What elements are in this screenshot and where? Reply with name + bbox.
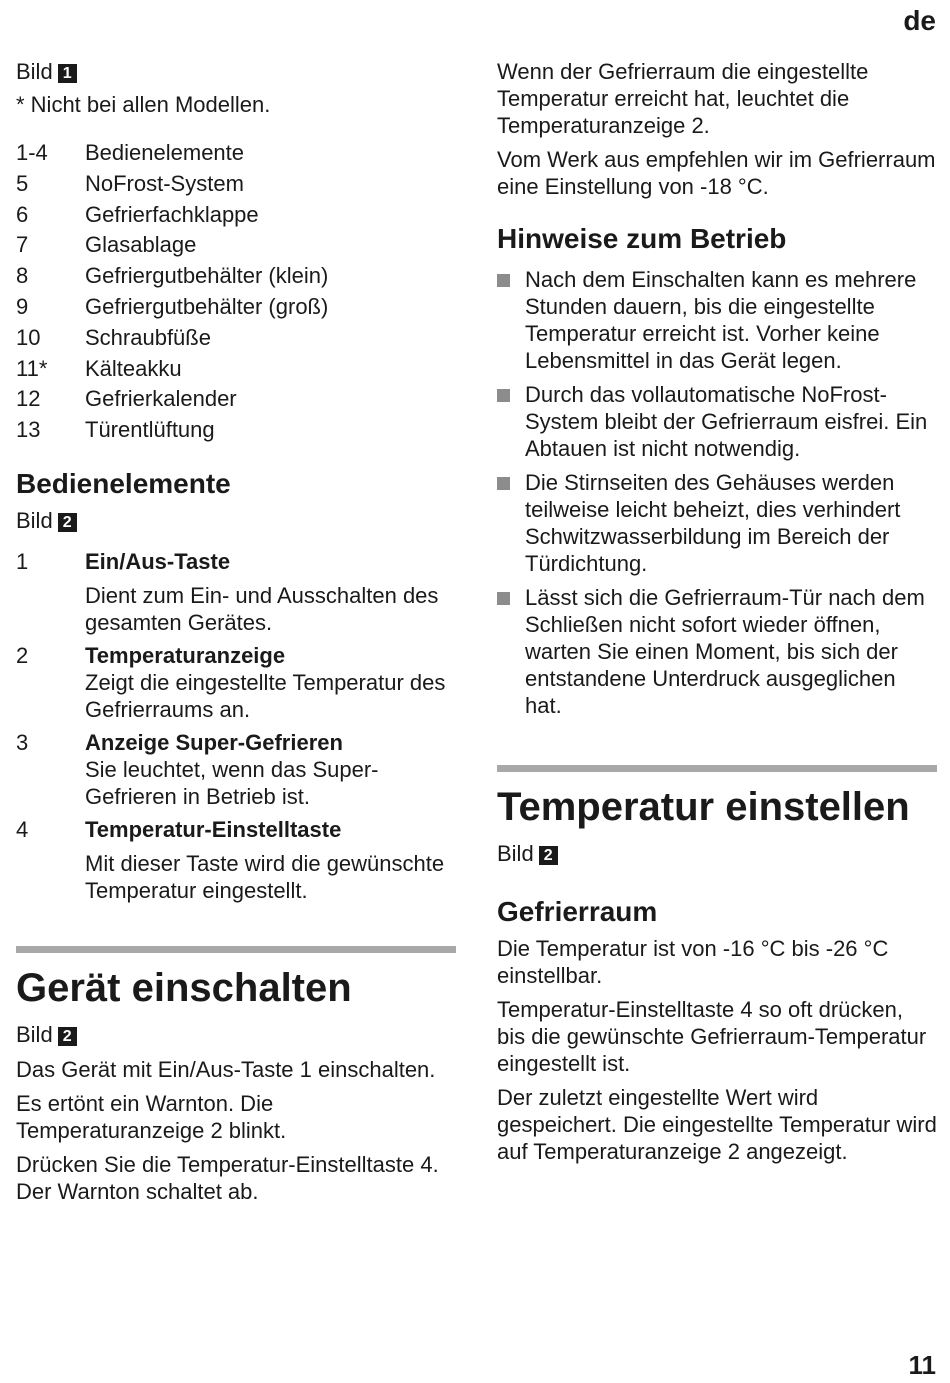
legend-number: 8: [16, 263, 29, 289]
controls-list: [16, 548, 456, 904]
legend-number: 13: [16, 417, 41, 443]
figure-reference: [497, 840, 937, 867]
legend-item: [16, 384, 456, 415]
bullet-text: Lässt sich die Gefrierraum-Tür nach dem Schließen nicht sofort wieder öffnen, warten Sie einen Moment, bis sich der entstandene Unterdruck ausgeglichen hat.: [525, 585, 925, 718]
figure-number-box: 2: [58, 1027, 77, 1046]
legend-number: 9: [16, 293, 29, 319]
square-bullet-icon: [497, 477, 510, 490]
control-number: 4: [16, 816, 29, 842]
legend-text: Türentlüftung: [85, 417, 215, 443]
control-description: Sie leuchtet, wenn das Super-Gefrieren in Betrieb ist.: [85, 756, 379, 809]
square-bullet-icon: [497, 389, 510, 402]
parts-legend: [16, 138, 456, 446]
legend-item: [16, 261, 456, 292]
legend-number: 6: [16, 201, 29, 227]
legend-number: 11*: [16, 355, 48, 381]
legend-number: 1-4: [16, 140, 48, 165]
control-title: Temperaturanzeige: [85, 642, 286, 668]
square-bullet-icon: [497, 592, 510, 605]
control-number: 2: [16, 642, 29, 668]
legend-text: Gefriergutbehälter (klein): [85, 263, 329, 289]
bullet-list: [497, 266, 937, 719]
figure-number-box: 1: [58, 64, 77, 83]
control-item: [16, 729, 456, 810]
legend-text: Bedienelemente: [85, 140, 245, 165]
section-heading-gefrierraum: Gefrierraum: [497, 896, 658, 927]
control-description: Dient zum Ein- und Ausschalten des gesamten Gerätes.: [85, 582, 439, 635]
legend-text: Gefriergutbehälter (groß): [85, 293, 329, 319]
bullet-text: Die Stirnseiten des Gehäuses werden teilweise leicht beheizt, dies verhindert Schwitzwasserbildung im Bereich der Türdichtung.: [525, 470, 901, 576]
figure-number-box: 2: [58, 513, 77, 532]
section-heading-hinweise: Hinweise zum Betrieb: [497, 223, 787, 254]
figure-label: Bild: [16, 1021, 53, 1047]
figure-number-box: 2: [539, 846, 558, 865]
page-number: 11: [908, 1350, 936, 1380]
language-tag: de: [903, 5, 936, 36]
section-heading-bedienelemente: Bedienelemente: [16, 467, 231, 499]
legend-text: NoFrost-System: [85, 170, 244, 196]
control-title: Ein/Aus-Taste: [85, 548, 231, 574]
legend-text: Glasablage: [85, 232, 197, 258]
legend-number: 7: [16, 232, 29, 258]
paragraph: Es ertönt ein Warnton. Die Temperaturanzeige 2 blinkt.: [16, 1090, 287, 1143]
legend-number: 12: [16, 386, 41, 412]
bullet-text: Durch das vollautomatische NoFrost-System bleibt der Gefrierraum eisfrei. Ein Abtauen ist nicht notwendig.: [525, 382, 928, 461]
legend-text: Schraubfüße: [85, 324, 211, 350]
paragraph: Das Gerät mit Ein/Aus-Taste 1 einschalten.: [16, 1056, 436, 1082]
control-title: Anzeige Super-Gefrieren: [85, 729, 343, 755]
legend-item: [16, 138, 456, 169]
section-heading-geraet-einschalten: Gerät einschalten: [16, 965, 352, 1010]
paragraph: Die Temperatur ist von -16 °C bis -26 °C einstellbar.: [497, 936, 889, 988]
control-description: Mit dieser Taste wird die gewünschte Temperatur eingestellt.: [85, 850, 445, 903]
right-column: [497, 58, 937, 1172]
control-number: 3: [16, 729, 29, 755]
paragraph: Wenn der Gefrierraum die eingestellte Temperatur erreicht hat, leuchtet die Temperaturanzeige 2.: [497, 59, 869, 138]
control-item: [16, 816, 456, 904]
square-bullet-icon: [497, 274, 510, 287]
bullet-item: [497, 266, 937, 374]
bullet-item: [497, 381, 937, 462]
paragraph: Temperatur-Einstelltaste 4 so oft drücken, bis die gewünschte Gefrierraum-Temperatur eingestellt ist.: [497, 997, 927, 1076]
figure-label: Bild: [497, 841, 534, 866]
footnote: * Nicht bei allen Modellen.: [16, 92, 271, 117]
legend-item: [16, 292, 456, 323]
paragraph: Drücken Sie die Temperatur-Einstelltaste 4. Der Warnton schaltet ab.: [16, 1151, 439, 1204]
bullet-text: Nach dem Einschalten kann es mehrere Stunden dauern, bis die eingestellte Temperatur erreicht ist. Vorher keine Lebensmittel in das Gerät legen.: [525, 267, 917, 373]
control-title: Temperatur-Einstelltaste: [85, 816, 342, 842]
legend-text: Gefrierkalender: [85, 386, 237, 412]
section-divider: [16, 946, 456, 953]
control-description: Zeigt die eingestellte Temperatur des Gefrierraums an.: [85, 669, 446, 722]
figure-reference: [16, 58, 456, 85]
control-item: [16, 548, 456, 636]
legend-number: 10: [16, 324, 41, 350]
section-divider: [497, 765, 937, 772]
paragraph: Vom Werk aus empfehlen wir im Gefrierraum eine Einstellung von -18 °C.: [497, 147, 936, 199]
legend-item: [16, 415, 456, 446]
section-heading-temperatur-einstellen: Temperatur einstellen: [497, 785, 910, 829]
bullet-item: [497, 584, 937, 719]
paragraph: Der zuletzt eingestellte Wert wird gespeichert. Die eingestellte Temperatur wird auf Temperaturanzeige 2 angezeigt.: [497, 1085, 937, 1164]
legend-item: [16, 230, 456, 261]
control-item: [16, 642, 456, 723]
legend-item: [16, 323, 456, 354]
figure-label: Bild: [16, 59, 53, 84]
left-column: [16, 58, 456, 1212]
legend-item: [16, 354, 456, 385]
legend-item: [16, 169, 456, 200]
control-number: 1: [16, 548, 29, 574]
legend-text: Kälteakku: [85, 355, 182, 381]
bullet-item: [497, 469, 937, 577]
legend-text: Gefrierfachklappe: [85, 201, 259, 227]
legend-number: 5: [16, 170, 29, 196]
legend-item: [16, 200, 456, 231]
figure-reference: [16, 1021, 456, 1048]
figure-label: Bild: [16, 507, 53, 533]
figure-reference: [16, 507, 456, 534]
